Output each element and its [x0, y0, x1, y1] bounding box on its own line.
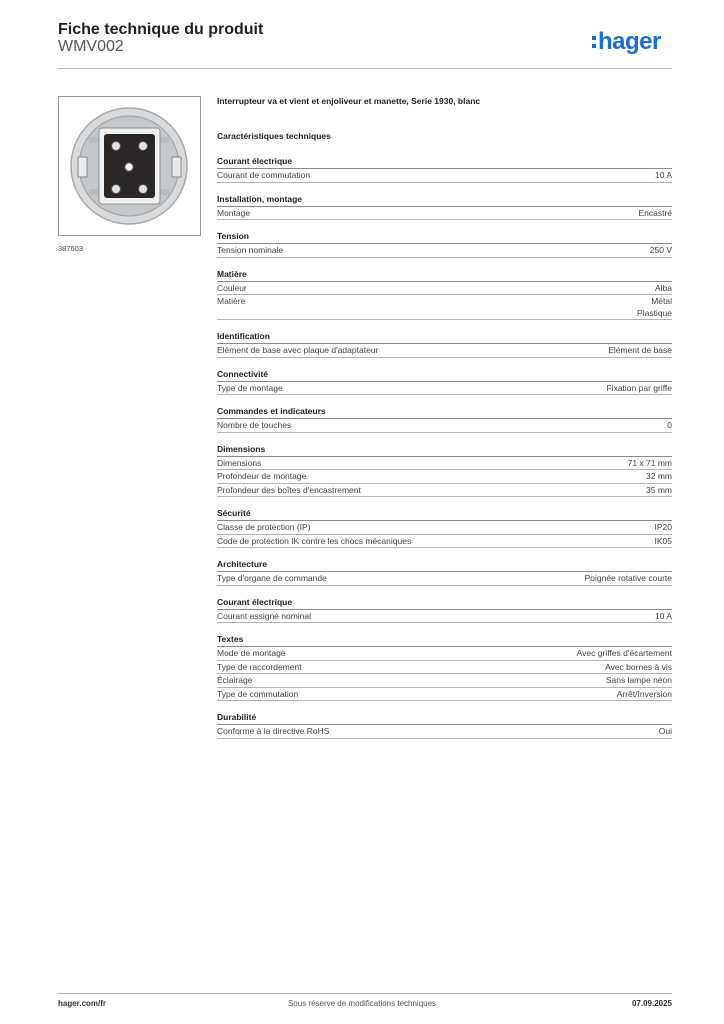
spec-section — [217, 633, 672, 701]
spec-key: Montage — [217, 207, 251, 218]
spec-key: Code de protection IK contre les chocs mécaniques — [217, 535, 412, 546]
spec-key: Mode de montage — [217, 648, 286, 658]
hager-logo — [592, 26, 676, 56]
spec-key: Type de raccordement — [217, 661, 302, 672]
spec-section — [217, 596, 672, 624]
spec-row — [217, 724, 672, 739]
spec-value — [655, 536, 673, 548]
spec-section — [217, 268, 672, 321]
spec-key: Conforme à la directive RoHS — [217, 726, 330, 736]
spec-value-line: Elément de base — [608, 345, 672, 355]
spec-value-line: Fixation par griffe — [606, 382, 672, 393]
section-title: Sécurité — [217, 508, 251, 518]
spec-value — [606, 675, 672, 687]
spec-value-line: 35 mm — [646, 484, 672, 495]
spec-value-line: 250 V — [649, 245, 672, 255]
spec-key: Type de montage — [217, 382, 283, 393]
spec-section — [217, 368, 672, 396]
spec-value — [638, 208, 672, 220]
spec-value — [659, 726, 672, 738]
spec-row — [217, 343, 672, 358]
spec-row — [217, 456, 672, 470]
spec-section — [217, 711, 672, 739]
spec-key: Nombre de touches — [217, 420, 292, 430]
spec-key: Type d'organe de commande — [217, 573, 327, 583]
spec-value-line: Avec bornes à vis — [605, 661, 672, 672]
spec-value — [655, 611, 672, 623]
spec-value-line: 10 A — [654, 610, 672, 621]
spec-value — [667, 420, 672, 432]
spec-key: Courant de commutation — [217, 170, 311, 180]
spec-value — [585, 573, 672, 585]
spec-row — [217, 469, 672, 483]
page-title: Fiche technique du produit — [58, 21, 264, 38]
spec-value-line: Alba — [654, 282, 672, 293]
spec-value — [655, 522, 673, 534]
header-divider — [58, 68, 672, 69]
spec-value-line: 71 x 71 mm — [627, 457, 672, 468]
spec-key: Couleur — [217, 282, 247, 293]
spec-value-line: Sans lampe néon — [605, 675, 672, 685]
product-photo — [58, 96, 201, 236]
spec-value-line: 10 A — [654, 170, 672, 180]
svg-text:hager: hager — [598, 28, 661, 55]
spec-value-line: Oui — [658, 726, 672, 736]
spec-row — [217, 168, 672, 183]
spec-section — [217, 507, 672, 548]
spec-row — [217, 520, 672, 534]
section-title: Matière — [217, 268, 247, 279]
spec-row — [217, 206, 672, 221]
spec-key: Éclairage — [217, 675, 253, 685]
spec-section — [217, 405, 672, 433]
product-description: Interrupteur va et vient et enjoliveur et manette, Serie 1930, blanc — [217, 96, 481, 106]
spec-key: Profondeur de montage — [217, 471, 307, 481]
spec-section — [217, 155, 672, 183]
spec-row — [217, 609, 672, 624]
spec-row — [217, 243, 672, 258]
spec-key: Dimensions — [217, 457, 262, 468]
spec-row — [217, 571, 672, 586]
spec-value-line: 0 — [667, 420, 672, 430]
spec-row — [217, 381, 672, 396]
spec-value-line: Plastique — [637, 307, 672, 318]
spec-section — [217, 558, 672, 586]
spec-content — [217, 96, 672, 739]
section-title: Dimensions — [217, 443, 266, 454]
section-title: Commandes et indicateurs — [217, 406, 326, 416]
spec-value — [650, 245, 672, 257]
spec-row — [217, 281, 672, 295]
spec-key: Elément de base avec plaque d'adaptateur — [217, 345, 379, 355]
spec-value — [646, 471, 672, 483]
spec-row — [217, 646, 672, 660]
spec-value-line: Poignée rotative courte — [584, 573, 672, 583]
spec-row — [217, 294, 672, 320]
product-reference: WMV002 — [58, 38, 124, 55]
spec-value — [646, 485, 672, 497]
section-title: Courant électrique — [217, 596, 293, 607]
spec-value — [608, 345, 672, 357]
spec-key: Classe de protection (IP) — [217, 522, 311, 532]
spec-value-line: Métal — [651, 296, 672, 306]
footer-divider — [58, 993, 672, 994]
section-title: Tension — [217, 231, 249, 241]
spec-value-line: IK05 — [654, 535, 672, 546]
spec-value-line: Encastré — [638, 207, 672, 218]
spec-value — [606, 383, 672, 395]
spec-value-line: Arrêt/Inversion — [616, 688, 672, 699]
spec-value — [628, 458, 672, 470]
spec-value — [617, 689, 672, 701]
spec-section — [217, 443, 672, 498]
section-title: Durabilité — [217, 712, 257, 722]
section-title: Installation, montage — [217, 193, 303, 204]
spec-section — [217, 193, 672, 221]
spec-key: Courant assigné nominal — [217, 610, 312, 621]
spec-row — [217, 673, 672, 687]
spec-value — [577, 648, 672, 660]
spec-row — [217, 534, 672, 549]
spec-value-line: IP20 — [654, 522, 672, 532]
spec-value — [655, 283, 672, 295]
spec-key: Tension nominale — [217, 245, 284, 255]
section-title: Textes — [217, 634, 244, 644]
section-title: Identification — [217, 331, 270, 341]
section-title: Architecture — [217, 559, 268, 569]
spec-section — [217, 230, 672, 258]
spec-value-line: Avec griffes d'écartement — [576, 648, 672, 658]
footer-notice: Sous réserve de modifications techniques — [287, 999, 437, 1008]
spec-value — [655, 170, 672, 182]
footer-date: 07.09.2025 — [631, 999, 672, 1008]
spec-row — [217, 660, 672, 674]
footer-website[interactable]: hager.com/fr — [58, 999, 107, 1008]
spec-row — [217, 483, 672, 498]
section-title: Courant électrique — [217, 156, 293, 166]
spec-value — [605, 662, 672, 674]
spec-row — [217, 687, 672, 702]
spec-section — [217, 330, 672, 358]
spec-row — [217, 418, 672, 433]
tech-characteristics-heading: Caractéristiques techniques — [217, 131, 331, 141]
spec-value — [637, 296, 672, 319]
spec-key: Profondeur des boîtes d'encastrement — [217, 484, 361, 495]
spec-key: Type de commutation — [217, 688, 299, 699]
image-reference-id: 387603 — [58, 244, 84, 253]
section-title: Connectivité — [217, 368, 269, 379]
spec-sections — [217, 155, 672, 739]
spec-value-line: 32 mm — [646, 471, 672, 481]
spec-key: Matière — [217, 296, 246, 306]
switch-mechanism-illustration — [59, 97, 200, 235]
